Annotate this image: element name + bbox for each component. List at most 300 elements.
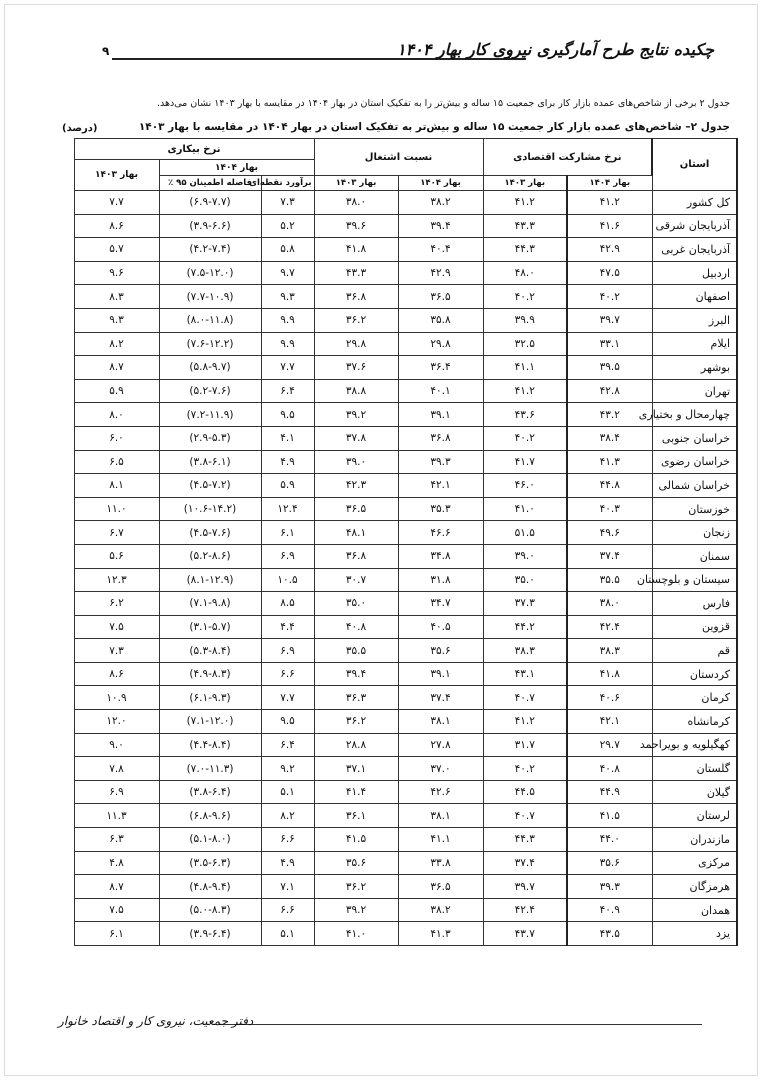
cell-u-point: ۶.۶ <box>261 828 314 852</box>
cell-e1404: ۳۸.۱ <box>398 804 483 828</box>
cell-e1404: ۴۰.۱ <box>398 379 483 403</box>
cell-p1404: ۴۰.۸ <box>567 757 652 781</box>
cell-u-point: ۴.۹ <box>261 851 314 875</box>
header-emp-1404: بهار ۱۴۰۴ <box>398 176 483 191</box>
cell-u-point: ۹.۹ <box>261 308 314 332</box>
cell-p1404: ۳۷.۴ <box>567 544 652 568</box>
cell-e1403: ۴۸.۱ <box>314 521 398 545</box>
table-row <box>28 851 737 875</box>
cell-p1404: ۳۸.۰ <box>567 592 652 616</box>
cell-e1403: ۳۶.۵ <box>314 497 398 521</box>
cell-e1404: ۳۶.۵ <box>398 875 483 899</box>
cell-p1403: ۳۹.۷ <box>483 875 567 899</box>
cell-p1403: ۳۹.۹ <box>483 308 567 332</box>
cell-u1403: ۱۲.۳ <box>74 568 159 592</box>
cell-e1404: ۳۴.۸ <box>398 544 483 568</box>
header-part-1403: بهار ۱۴۰۳ <box>483 176 567 191</box>
cell-e1403: ۳۶.۸ <box>314 285 398 309</box>
cell-u-point: ۸.۵ <box>261 592 314 616</box>
cell-p1403: ۴۸.۰ <box>483 261 567 285</box>
header-ci: فاصله اطمینان ۹۵ ٪ <box>159 176 261 191</box>
cell-u1403: ۶.۵ <box>74 450 159 474</box>
cell-p1403: ۴۳.۱ <box>483 662 567 686</box>
cell-u-ci: (۲.۹-۵.۳) <box>159 426 261 450</box>
cell-u-point: ۷.۳ <box>261 191 314 215</box>
cell-p1403: ۳۵.۰ <box>483 568 567 592</box>
cell-e1403: ۳۵.۵ <box>314 639 398 663</box>
cell-e1404: ۴۰.۴ <box>398 238 483 262</box>
cell-u-ci: (۸.۱-۱۲.۹) <box>159 568 261 592</box>
cell-u-ci: (۴.۹-۸.۳) <box>159 662 261 686</box>
cell-u-ci: (۳.۸-۶.۴) <box>159 780 261 804</box>
cell-province: اصفهان <box>652 285 737 309</box>
table-row <box>28 332 737 356</box>
cell-province: فارس <box>652 592 737 616</box>
cell-province: گلستان <box>652 757 737 781</box>
header-unemp-1403: بهار ۱۴۰۳ <box>74 160 159 191</box>
cell-e1403: ۳۶.۲ <box>314 710 398 734</box>
cell-e1403: ۴۰.۸ <box>314 615 398 639</box>
cell-p1404: ۳۸.۴ <box>567 426 652 450</box>
cell-u1403: ۱۰.۹ <box>74 686 159 710</box>
table-row <box>28 733 737 757</box>
cell-u-point: ۵.۸ <box>261 238 314 262</box>
cell-province: آذربایجان غربی <box>652 238 737 262</box>
table-row <box>28 403 737 427</box>
table-row <box>28 686 737 710</box>
cell-p1404: ۴۴.۸ <box>567 474 652 498</box>
table-row <box>28 214 737 238</box>
cell-u1403: ۷.۷ <box>74 191 159 215</box>
cell-u1403: ۶.۲ <box>74 592 159 616</box>
cell-u-ci: (۷.۱-۱۲.۰) <box>159 710 261 734</box>
cell-p1403: ۴۱.۲ <box>483 191 567 215</box>
table-row <box>28 662 737 686</box>
cell-u-point: ۶.۹ <box>261 639 314 663</box>
cell-u-ci: (۶.۹-۷.۷) <box>159 191 261 215</box>
cell-e1403: ۳۹.۶ <box>314 214 398 238</box>
table-row <box>28 639 737 663</box>
cell-u-point: ۱۰.۵ <box>261 568 314 592</box>
cell-e1404: ۳۷.۴ <box>398 686 483 710</box>
cell-e1404: ۳۱.۸ <box>398 568 483 592</box>
cell-p1403: ۴۴.۲ <box>483 615 567 639</box>
cell-u-point: ۵.۹ <box>261 474 314 498</box>
cell-e1403: ۴۲.۳ <box>314 474 398 498</box>
cell-e1404: ۳۵.۸ <box>398 308 483 332</box>
cell-u-ci: (۸.۰-۱۱.۸) <box>159 308 261 332</box>
table-caption: جدول ۲– شاخص‌های عمده بازار کار جمعیت ۱۵ ساله و بیش‌تر به تفکیک استان در بهار ۱۴۰۴ در مقایسه با بهار ۱۴۰۳ <box>138 121 730 133</box>
cell-u-point: ۶.۶ <box>261 662 314 686</box>
cell-p1403: ۴۴.۳ <box>483 828 567 852</box>
cell-u-point: ۹.۷ <box>261 261 314 285</box>
cell-province: البرز <box>652 308 737 332</box>
cell-province: خوزستان <box>652 497 737 521</box>
table-row <box>28 568 737 592</box>
cell-p1403: ۴۰.۷ <box>483 686 567 710</box>
cell-u1403: ۸.۷ <box>74 875 159 899</box>
cell-u-ci: (۳.۸-۶.۱) <box>159 450 261 474</box>
table-row <box>28 285 737 309</box>
cell-e1404: ۴۲.۱ <box>398 474 483 498</box>
cell-e1404: ۴۱.۳ <box>398 922 483 946</box>
cell-p1404: ۴۱.۶ <box>567 214 652 238</box>
cell-p1404: ۴۲.۸ <box>567 379 652 403</box>
table-row <box>28 544 737 568</box>
cell-p1404: ۴۱.۸ <box>567 662 652 686</box>
cell-province: مرکزی <box>652 851 737 875</box>
header-unemp-1404: بهار ۱۴۰۴ <box>159 160 314 176</box>
cell-u-ci: (۷.۱-۹.۸) <box>159 592 261 616</box>
cell-p1404: ۴۰.۶ <box>567 686 652 710</box>
cell-province: کرمانشاه <box>652 710 737 734</box>
table-row <box>28 521 737 545</box>
cell-province: خراسان رضوی <box>652 450 737 474</box>
cell-e1404: ۲۹.۸ <box>398 332 483 356</box>
cell-u-point: ۵.۲ <box>261 214 314 238</box>
cell-p1404: ۴۱.۳ <box>567 450 652 474</box>
cell-e1404: ۴۶.۶ <box>398 521 483 545</box>
table-row <box>28 308 737 332</box>
cell-u-ci: (۴.۲-۷.۴) <box>159 238 261 262</box>
cell-e1404: ۳۸.۲ <box>398 898 483 922</box>
cell-u1403: ۴.۸ <box>74 851 159 875</box>
cell-e1403: ۲۹.۸ <box>314 332 398 356</box>
cell-p1403: ۳۸.۳ <box>483 639 567 663</box>
table-row <box>28 191 737 215</box>
table-row <box>28 261 737 285</box>
cell-e1403: ۳۶.۳ <box>314 686 398 710</box>
page-number: ۹ <box>102 44 110 58</box>
cell-u-ci: (۵.۱-۸.۰) <box>159 828 261 852</box>
cell-e1404: ۴۲.۶ <box>398 780 483 804</box>
cell-u-point: ۶.۴ <box>261 733 314 757</box>
cell-u-ci: (۳.۹-۶.۶) <box>159 214 261 238</box>
cell-u1403: ۷.۸ <box>74 757 159 781</box>
cell-u1403: ۸.۶ <box>74 662 159 686</box>
cell-u1403: ۹.۶ <box>74 261 159 285</box>
table-row <box>28 922 737 946</box>
cell-u-point: ۸.۲ <box>261 804 314 828</box>
cell-p1403: ۴۶.۰ <box>483 474 567 498</box>
cell-e1403: ۲۸.۸ <box>314 733 398 757</box>
cell-p1404: ۴۱.۲ <box>567 191 652 215</box>
cell-e1403: ۴۱.۵ <box>314 828 398 852</box>
cell-p1404: ۳۸.۳ <box>567 639 652 663</box>
cell-e1403: ۳۰.۷ <box>314 568 398 592</box>
cell-e1403: ۳۹.۰ <box>314 450 398 474</box>
cell-u-ci: (۳.۹-۶.۴) <box>159 922 261 946</box>
cell-u1403: ۱۱.۰ <box>74 497 159 521</box>
cell-p1403: ۴۴.۳ <box>483 238 567 262</box>
header-point-estimate: برآورد نقطه‌ای <box>261 176 314 191</box>
cell-e1403: ۳۸.۰ <box>314 191 398 215</box>
cell-u-ci: (۵.۰-۸.۳) <box>159 898 261 922</box>
cell-p1404: ۴۹.۶ <box>567 521 652 545</box>
cell-u1403: ۱۱.۳ <box>74 804 159 828</box>
cell-u1403: ۸.۱ <box>74 474 159 498</box>
cell-e1403: ۳۷.۸ <box>314 426 398 450</box>
cell-u1403: ۱۲.۰ <box>74 710 159 734</box>
cell-e1404: ۳۶.۴ <box>398 356 483 380</box>
cell-e1403: ۳۹.۲ <box>314 403 398 427</box>
cell-province: کهگیلویه و بویراحمد <box>652 733 737 757</box>
cell-province: قزوین <box>652 615 737 639</box>
cell-u-point: ۴.۹ <box>261 450 314 474</box>
cell-p1404: ۴۳.۲ <box>567 403 652 427</box>
cell-u1403: ۵.۶ <box>74 544 159 568</box>
cell-p1403: ۳۷.۴ <box>483 851 567 875</box>
cell-p1403: ۴۱.۲ <box>483 379 567 403</box>
cell-e1403: ۴۱.۰ <box>314 922 398 946</box>
table-row <box>28 615 737 639</box>
table-row <box>28 828 737 852</box>
cell-p1403: ۴۰.۲ <box>483 285 567 309</box>
cell-province: خراسان جنوبی <box>652 426 737 450</box>
cell-u-point: ۶.۴ <box>261 379 314 403</box>
cell-e1403: ۳۶.۸ <box>314 544 398 568</box>
cell-e1404: ۴۰.۵ <box>398 615 483 639</box>
cell-e1404: ۳۵.۳ <box>398 497 483 521</box>
cell-e1404: ۳۹.۱ <box>398 403 483 427</box>
cell-p1403: ۳۷.۳ <box>483 592 567 616</box>
cell-u-ci: (۷.۰-۱۱.۳) <box>159 757 261 781</box>
cell-e1403: ۴۱.۴ <box>314 780 398 804</box>
cell-p1403: ۴۳.۷ <box>483 922 567 946</box>
footer-rule <box>222 1024 702 1025</box>
cell-p1403: ۴۰.۷ <box>483 804 567 828</box>
cell-province: کرمان <box>652 686 737 710</box>
cell-u-ci: (۴.۵-۷.۲) <box>159 474 261 498</box>
header-emp-1403: بهار ۱۴۰۳ <box>314 176 398 191</box>
cell-e1403: ۳۶.۲ <box>314 308 398 332</box>
cell-u1403: ۸.۲ <box>74 332 159 356</box>
cell-e1403: ۳۹.۲ <box>314 898 398 922</box>
table-row <box>28 875 737 899</box>
cell-province: بوشهر <box>652 356 737 380</box>
cell-u-ci: (۶.۸-۹.۶) <box>159 804 261 828</box>
table-row <box>28 356 737 380</box>
header-participation: نرخ مشارکت اقتصادی <box>483 139 652 176</box>
cell-p1403: ۴۱.۱ <box>483 356 567 380</box>
cell-u1403: ۶.۱ <box>74 922 159 946</box>
cell-e1404: ۳۹.۴ <box>398 214 483 238</box>
cell-e1404: ۳۶.۵ <box>398 285 483 309</box>
cell-u1403: ۶.۰ <box>74 426 159 450</box>
cell-province: ایلام <box>652 332 737 356</box>
cell-u-point: ۷.۷ <box>261 686 314 710</box>
cell-province: سیستان و بلوچستان <box>652 568 737 592</box>
cell-u-point: ۷.۷ <box>261 356 314 380</box>
header-unemployment: نرخ بیکاری <box>74 139 314 160</box>
cell-u-point: ۴.۱ <box>261 426 314 450</box>
cell-u1403: ۷.۵ <box>74 898 159 922</box>
cell-u-point: ۶.۱ <box>261 521 314 545</box>
page-header-title: چکیده نتایج طرح آمارگیری نیروی کار بهار ۱۴۰۴ <box>397 40 714 59</box>
cell-u-ci: (۶.۱-۹.۳) <box>159 686 261 710</box>
table-row <box>28 497 737 521</box>
cell-province: هرمزگان <box>652 875 737 899</box>
cell-e1404: ۳۶.۸ <box>398 426 483 450</box>
cell-p1404: ۴۲.۹ <box>567 238 652 262</box>
cell-e1403: ۳۶.۱ <box>314 804 398 828</box>
cell-p1403: ۴۱.۷ <box>483 450 567 474</box>
cell-p1403: ۴۱.۲ <box>483 710 567 734</box>
cell-u1403: ۶.۹ <box>74 780 159 804</box>
cell-u-ci: (۴.۵-۷.۶) <box>159 521 261 545</box>
cell-province: کردستان <box>652 662 737 686</box>
table-row <box>28 450 737 474</box>
cell-u-point: ۶.۶ <box>261 898 314 922</box>
cell-u-ci: (۷.۲-۱۱.۹) <box>159 403 261 427</box>
cell-p1404: ۴۲.۴ <box>567 615 652 639</box>
cell-u1403: ۶.۳ <box>74 828 159 852</box>
cell-u-point: ۵.۱ <box>261 780 314 804</box>
cell-u-ci: (۵.۲-۸.۶) <box>159 544 261 568</box>
cell-u-ci: (۴.۸-۹.۴) <box>159 875 261 899</box>
table-row <box>28 898 737 922</box>
cell-u1403: ۷.۳ <box>74 639 159 663</box>
cell-p1403: ۴۱.۰ <box>483 497 567 521</box>
cell-p1403: ۴۲.۴ <box>483 898 567 922</box>
table-row <box>28 710 737 734</box>
cell-p1404: ۴۴.۰ <box>567 828 652 852</box>
cell-u1403: ۷.۵ <box>74 615 159 639</box>
cell-province: خراسان شمالی <box>652 474 737 498</box>
cell-u-point: ۵.۱ <box>261 922 314 946</box>
table-unit: (درصد) <box>62 123 98 134</box>
cell-p1404: ۳۹.۷ <box>567 308 652 332</box>
cell-u1403: ۹.۰ <box>74 733 159 757</box>
cell-province: چهارمحال و بختیاری <box>652 403 737 427</box>
table-row <box>28 592 737 616</box>
cell-u-ci: (۳.۵-۶.۳) <box>159 851 261 875</box>
cell-province: زنجان <box>652 521 737 545</box>
intro-paragraph: جدول ۲ برخی از شاخص‌های عمده بازار کار برای جمعیت ۱۵ ساله و بیش‌تر را به تفکیک استان در بهار ۱۴۰۴ در مقایسه با بهار ۱۴۰۳ نشان می‌دهد. <box>156 98 730 109</box>
cell-u1403: ۸.۶ <box>74 214 159 238</box>
cell-p1404: ۴۱.۵ <box>567 804 652 828</box>
header-part-1404: بهار ۱۴۰۴ <box>567 176 652 191</box>
cell-u1403: ۸.۳ <box>74 285 159 309</box>
cell-e1403: ۳۵.۰ <box>314 592 398 616</box>
cell-u-point: ۶.۹ <box>261 544 314 568</box>
cell-u1403: ۸.۰ <box>74 403 159 427</box>
table-row <box>28 238 737 262</box>
cell-u-point: ۹.۹ <box>261 332 314 356</box>
cell-u1403: ۹.۳ <box>74 308 159 332</box>
cell-p1403: ۳۹.۰ <box>483 544 567 568</box>
cell-province: قم <box>652 639 737 663</box>
cell-u-point: ۹.۵ <box>261 403 314 427</box>
cell-u-ci: (۱۰.۶-۱۴.۲) <box>159 497 261 521</box>
cell-u-ci: (۵.۸-۹.۷) <box>159 356 261 380</box>
cell-e1404: ۳۴.۷ <box>398 592 483 616</box>
footer-signature: دفتر جمعیت، نیروی کار و اقتصاد خانوار <box>58 1014 254 1028</box>
cell-u-point: ۴.۴ <box>261 615 314 639</box>
cell-e1403: ۳۷.۱ <box>314 757 398 781</box>
cell-e1404: ۲۷.۸ <box>398 733 483 757</box>
table-row <box>28 757 737 781</box>
cell-province: گیلان <box>652 780 737 804</box>
cell-province: لرستان <box>652 804 737 828</box>
cell-province: اردبیل <box>652 261 737 285</box>
cell-e1404: ۳۸.۲ <box>398 191 483 215</box>
cell-u-ci: (۷.۵-۱۲.۰) <box>159 261 261 285</box>
cell-p1404: ۴۴.۹ <box>567 780 652 804</box>
cell-e1404: ۳۳.۸ <box>398 851 483 875</box>
cell-u-ci: (۷.۶-۱۲.۲) <box>159 332 261 356</box>
cell-u1403: ۸.۷ <box>74 356 159 380</box>
cell-province: تهران <box>652 379 737 403</box>
cell-e1404: ۴۲.۹ <box>398 261 483 285</box>
cell-p1404: ۳۹.۵ <box>567 356 652 380</box>
cell-e1403: ۳۹.۴ <box>314 662 398 686</box>
cell-p1403: ۴۰.۲ <box>483 426 567 450</box>
cell-p1403: ۴۰.۲ <box>483 757 567 781</box>
cell-e1404: ۳۸.۱ <box>398 710 483 734</box>
cell-e1404: ۳۵.۶ <box>398 639 483 663</box>
cell-p1403: ۴۴.۵ <box>483 780 567 804</box>
cell-province: مازندران <box>652 828 737 852</box>
cell-u-ci: (۳.۱-۵.۷) <box>159 615 261 639</box>
cell-u1403: ۵.۷ <box>74 238 159 262</box>
cell-u-point: ۷.۱ <box>261 875 314 899</box>
cell-p1403: ۵۱.۵ <box>483 521 567 545</box>
cell-p1404: ۴۰.۹ <box>567 898 652 922</box>
table-row <box>28 426 737 450</box>
table-row <box>28 379 737 403</box>
header-province: استان <box>652 139 737 191</box>
table-row <box>28 780 737 804</box>
cell-province: سمنان <box>652 544 737 568</box>
cell-e1403: ۳۸.۸ <box>314 379 398 403</box>
cell-province: همدان <box>652 898 737 922</box>
cell-p1404: ۴۰.۳ <box>567 497 652 521</box>
labor-market-table <box>28 138 738 946</box>
cell-p1404: ۴۰.۲ <box>567 285 652 309</box>
cell-u-ci: (۵.۳-۸.۴) <box>159 639 261 663</box>
cell-p1404: ۲۹.۷ <box>567 733 652 757</box>
cell-province: کل کشور <box>652 191 737 215</box>
cell-province: آذربایجان شرقی <box>652 214 737 238</box>
cell-p1403: ۴۳.۳ <box>483 214 567 238</box>
cell-u-point: ۹.۳ <box>261 285 314 309</box>
cell-p1403: ۳۲.۵ <box>483 332 567 356</box>
cell-e1403: ۴۳.۳ <box>314 261 398 285</box>
cell-u-point: ۹.۵ <box>261 710 314 734</box>
cell-p1404: ۳۵.۶ <box>567 851 652 875</box>
header-employment-ratio: نسبت اشتغال <box>314 139 483 176</box>
cell-p1404: ۴۷.۵ <box>567 261 652 285</box>
cell-e1404: ۳۹.۱ <box>398 662 483 686</box>
cell-p1404: ۴۳.۵ <box>567 922 652 946</box>
cell-province: یزد <box>652 922 737 946</box>
cell-e1403: ۳۷.۶ <box>314 356 398 380</box>
cell-e1404: ۴۱.۱ <box>398 828 483 852</box>
cell-p1404: ۳۳.۱ <box>567 332 652 356</box>
cell-e1403: ۳۵.۶ <box>314 851 398 875</box>
table-row <box>28 804 737 828</box>
cell-u-ci: (۴.۴-۸.۴) <box>159 733 261 757</box>
cell-u-point: ۹.۲ <box>261 757 314 781</box>
cell-u-ci: (۷.۷-۱۰.۹) <box>159 285 261 309</box>
cell-e1403: ۳۶.۲ <box>314 875 398 899</box>
cell-e1404: ۳۷.۰ <box>398 757 483 781</box>
cell-e1403: ۴۱.۸ <box>314 238 398 262</box>
cell-u-ci: (۵.۲-۷.۶) <box>159 379 261 403</box>
cell-u-point: ۱۲.۴ <box>261 497 314 521</box>
cell-p1403: ۴۳.۶ <box>483 403 567 427</box>
